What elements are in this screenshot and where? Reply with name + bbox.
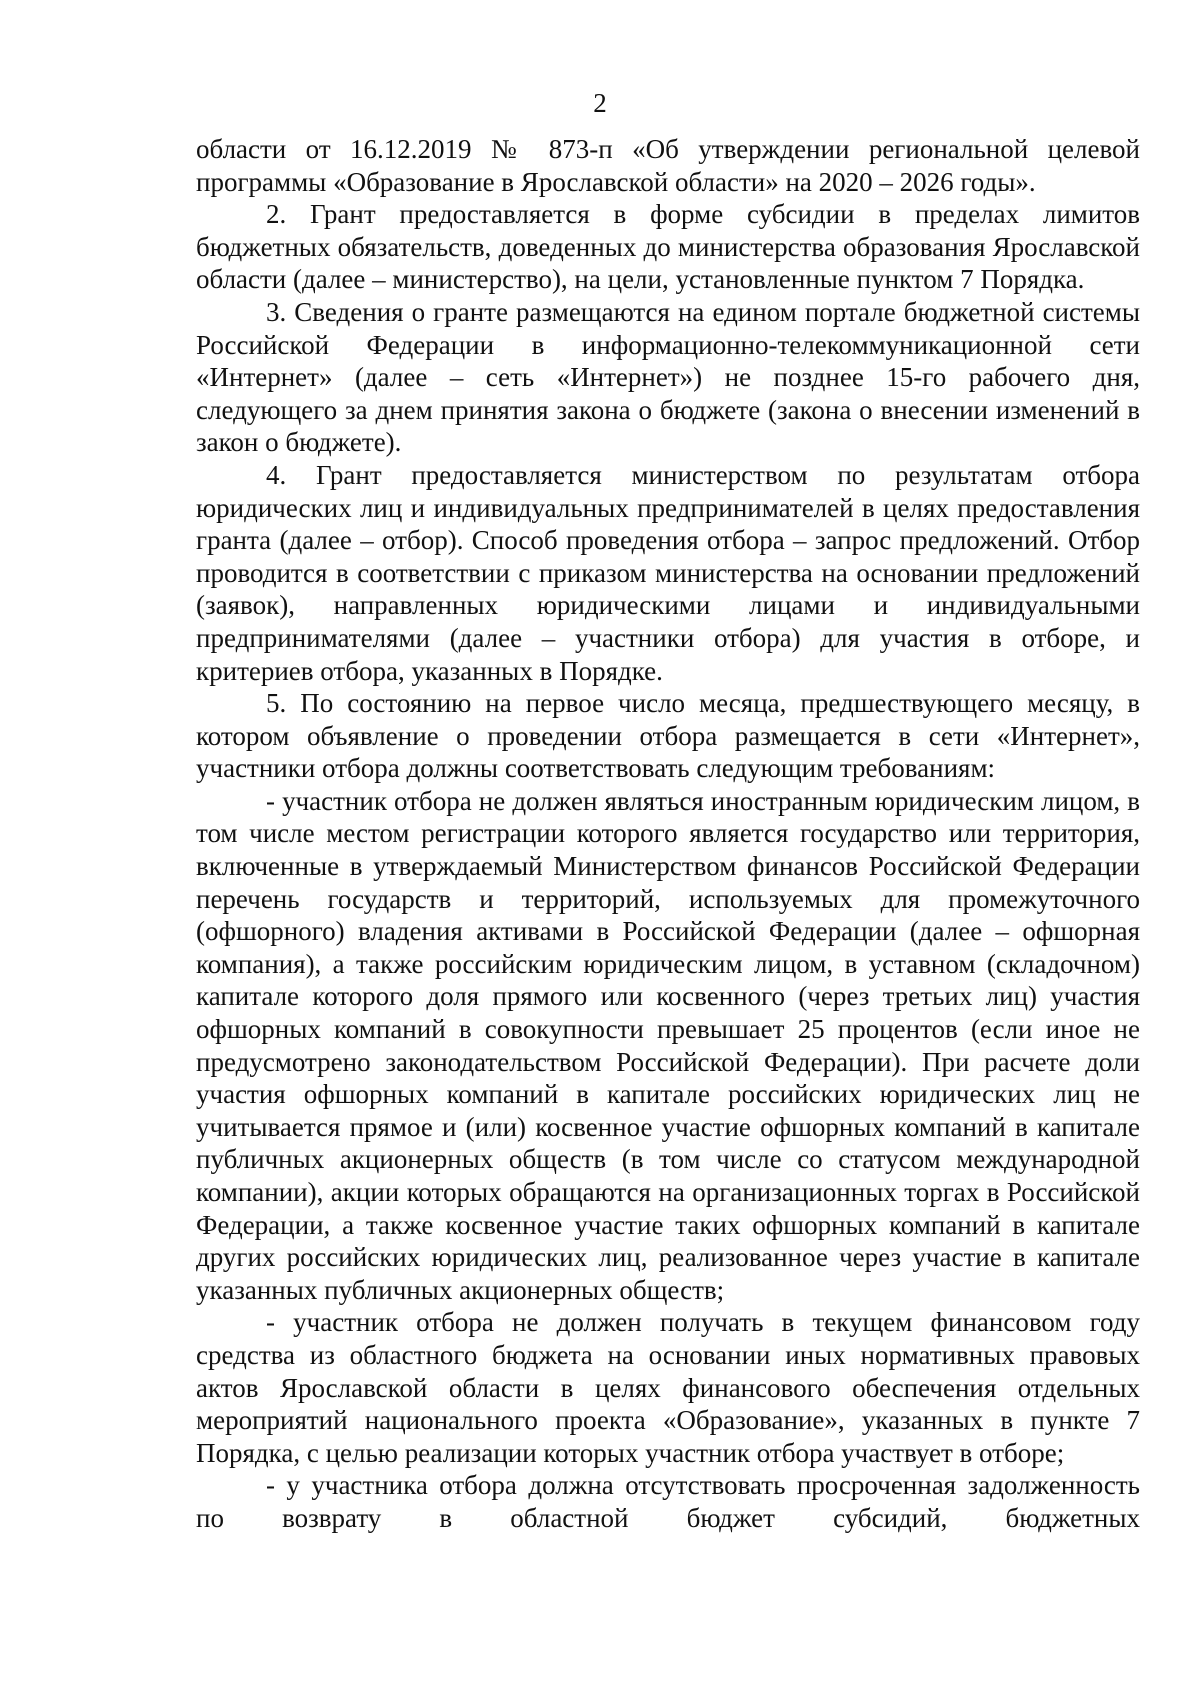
page-number: 2 bbox=[593, 88, 607, 118]
requirement-no-other-funds: - участник отбора не должен получать в текущем финансовом году средства из областного бюджета на основании иных нормативных правовых актов Ярославской области в целях финансового обеспечения отдельных мероприятий национального проекта «Образование», указанных в пункте 7 Порядка, с целью реализации которых участник отбора участвует в отборе; bbox=[196, 1307, 1140, 1468]
requirement-no-debt: - у участника отбора должна отсутствовать просроченная задолженность по возврату в областной бюджет субсидий, бюджетных bbox=[196, 1470, 1140, 1533]
document-body bbox=[196, 133, 1140, 1535]
paragraph-continuation: области от 16.12.2019 № 873-п «Об утверждении региональной целевой программы «Образование в Ярославской области» на 2020 – 2026 годы». bbox=[196, 134, 1140, 197]
paragraph-item-5: 5. По состоянию на первое число месяца, предшествующего месяцу, в котором объявление о проведении отбора размещается в сети «Интернет», участники отбора должны соответствовать следующим требованиям: bbox=[196, 688, 1140, 784]
paragraph-item-4: 4. Грант предоставляется министерством по результатам отбора юридических лиц и индивидуальных предпринимателей в целях предоставления гранта (далее – отбор). Способ проведения отбора – запрос предложений. Отбор проводится в соответствии с приказом министерства на основании предложений (заявок), направленных юридическими лицами и индивидуальными предпринимателями (далее – участники отбора) для участия в отборе, и критериев отбора, указанных в Порядке. bbox=[196, 459, 1140, 686]
paragraph-item-3: 3. Сведения о гранте размещаются на едином портале бюджетной системы Российской Федерации в информационно-телекоммуникационной сети «Интернет» (далее – сеть «Интернет») не позднее 15-го рабочего дня, следующего за днем принятия закона о бюджете (закона о внесении изменений в закон о бюджете). bbox=[196, 296, 1140, 458]
paragraph-item-2: 2. Грант предоставляется в форме субсидии в пределах лимитов бюджетных обязательств, доведенных до министерства образования Ярославской области (далее – министерство), на цели, установленные пунктом 7 Порядка. bbox=[196, 199, 1140, 295]
requirement-offshore: - участник отбора не должен являться иностранным юридическим лицом, в том числе местом регистрации которого является государство или территория, включенные в утверждаемый Министерством финансов Российской Федерации перечень государств и территорий, используемых для промежуточного (офшорного) владения активами в Российской Федерации (далее – офшорная компания), а также российским юридическим лицом, в уставном (складочном) капитале которого доля прямого или косвенного (через третьих лиц) участия офшорных компаний в совокупности превышает 25 процентов (если иное не предусмотрено законодательством Российской Федерации). При расчете доли участия офшорных компаний в капитале российских юридических лиц не учитывается прямое и (или) косвенное участие офшорных компаний в капитале публичных акционерных обществ (в том числе со статусом международной компании), акции которых обращаются на организационных торгах в Российской Федерации, а также косвенное участие таких офшорных компаний в капитале других российских юридических лиц, реализованное через участие в капитале указанных публичных акционерных обществ; bbox=[196, 785, 1140, 1305]
